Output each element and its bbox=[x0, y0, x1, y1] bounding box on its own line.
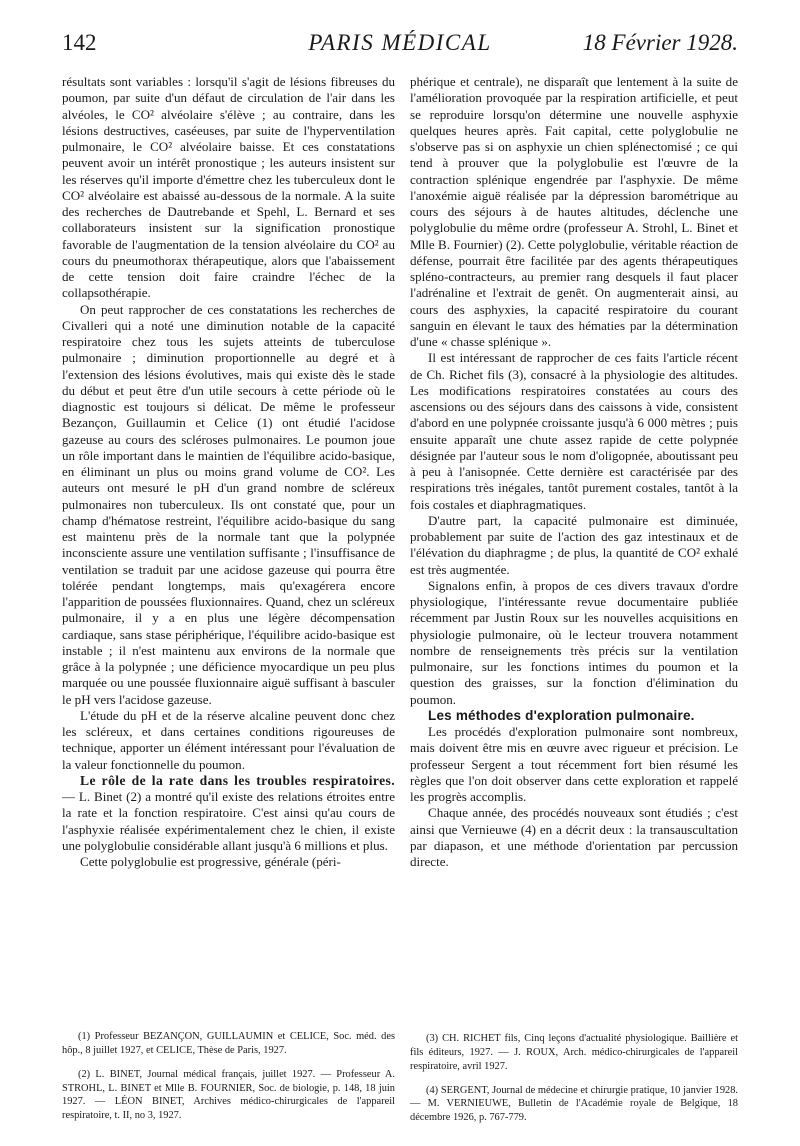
section-title: Les méthodes d'exploration pulmonaire. bbox=[428, 707, 695, 723]
paragraph: L'étude du pH et de la réserve alcaline peuvent donc chez les scléreux, et dans certaines conditions rigoureuses de technique, apporter un élément intéressant pour l'évaluation de la valeur fonctionnelle du poumon. bbox=[62, 707, 395, 772]
footnote: (1) Professeur BEZANÇON, GUILLAUMIN et CELICE, Soc. méd. des hôp., 8 juillet 1927, et CELICE, Thèse de Paris, 1927. bbox=[62, 1031, 395, 1056]
paragraph: Les procédés d'exploration pulmonaire sont nombreux, mais doivent être mis en œuvre avec rigueur et précision. Le professeur Sergent a tout récemment fort bien résumé les règles que l'on doit observer dans cette exploration et rappelé les progrès accomplis. bbox=[410, 724, 738, 804]
paragraph-body: — L. Binet (2) a montré qu'il existe des relations étroites entre la rate et la fonction respiratoire. C'est ainsi qu'au cours de l'asphyxie réalisée expérimentalement chez le chien, il existe une polyglobulie considérable allant jusqu'à 6 millions et plus. bbox=[62, 789, 395, 853]
paragraph: D'autre part, la capacité pulmonaire est diminuée, probablement par suite de l'action des gaz intestinaux et de l'élévation du diaphragme ; de plus, la quantité de CO² exhalé est très augmentée. bbox=[410, 512, 738, 577]
footnotes-left bbox=[62, 1020, 395, 1133]
footnote: (4) SERGENT, Journal de médecine et chirurgie pratique, 10 janvier 1928. — M. VERNIEUWE, Bulletin de l'Académie royale de Belgique, 18 décembre 1926, p. 767-779. bbox=[410, 1084, 738, 1123]
footnote: (3) CH. RICHET fils, Cinq leçons d'actualité physiologique. Baillière et fils éditeurs, 1927. — J. ROUX, Arch. médico-chirurgicales de l'appareil respiratoire, avril 1927. bbox=[410, 1033, 738, 1072]
page-number: 142 bbox=[62, 30, 97, 55]
footnote: (2) L. BINET, Journal médical français, juillet 1927. — Professeur A. STROHL, L. BINET et Mlle B. FOURNIER, Soc. de biologie, p. 148, 18 juin 1927. — LÉON BINET, Archives médico-chirurgicales de l'appareil respiratoire, t. II, no 3, 1927. bbox=[62, 1068, 395, 1121]
page-header bbox=[62, 30, 738, 70]
paragraph: Chaque année, des procédés nouveaux sont étudiés ; c'est ainsi que Vernieuwe (4) en a décrit deux : la transauscultation par diapason, et une méthode d'orientation par percussion directe. bbox=[410, 805, 738, 869]
right-column bbox=[410, 74, 738, 870]
subheading: Le rôle de la rate dans les troubles respiratoires. bbox=[80, 772, 395, 788]
paragraph: Signalons enfin, à propos de ces divers travaux d'ordre physiologique, l'intéressante revue documentaire publiée récemment par Justin Roux sur les nouvelles acquisitions en physiologie pulmonaire, où le lecteur trouvera notamment nombre de renseignements très précis sur la ventilation pulmonaire, sur les fonctions intimes du poumon et la question des graisses, sur la fonction d'élimination du poumon. bbox=[410, 577, 738, 707]
journal-title: PARIS MÉDICAL bbox=[308, 30, 492, 55]
left-column bbox=[62, 74, 395, 870]
footnotes-right bbox=[410, 1022, 738, 1135]
issue-date: 18 Février 1928. bbox=[582, 30, 738, 55]
paragraph bbox=[62, 773, 395, 854]
paragraph: phérique et centrale), ne disparaît que lentement à la suite de l'amélioration provoquée par la respiration artificielle, et peut se reproduire lorsqu'on détermine une nouvelle asphyxie quelques heures après. Fait capital, cette polyglobulie ne s'observe pas si on asphyxie un chien splénectomisé ; ce qui tend à prouver que la polyglobulie est l'œuvre de la contraction splénique engendrée par l'asphyxie. De même l'anoxémie aiguë réalisée par la dépression barométrique au cours des séjours à de hautes altitudes, déclenche une polyglobulie du même ordre (professeur A. Strohl, L. Binet et Mlle B. Fournier) (2). Cette polyglobulie, véritable réaction de défense, pourrait être facilitée par des agents thérapeutiques spléno-contracteurs, au premier rang desquels il faut placer l'adrénaline et l'extrait de genêt. On augmenterait ainsi, au cours des asphyxies, la capacité respiratoire du courant sanguin en élevant le taux des hématies par la détermination d'une « chasse splénique ». bbox=[410, 74, 738, 349]
paragraph: Il est intéressant de rapprocher de ces faits l'article récent de Ch. Richet fils (3), consacré à la physiologie des altitudes. Les modifications respiratoires constatées au cours des ascensions ou des séjours dans des caissons à vide, consistent d'abord en une polypnée croissante jusqu'à 6 000 mètres ; puis ensuite apparaît une chute assez rapide de cette polypnée désignée par l'auteur sous le nom d'oligopnée, aboutissant peu à peu à l'anisopnée. Cette dernière est caractérisée par des respirations très inégales, tantôt purement costales, tantôt à la fois costales et diaphragmatiques. bbox=[410, 350, 738, 512]
paragraph: Cette polyglobulie est progressive, générale (péri- bbox=[80, 854, 341, 869]
paragraph: On peut rapprocher de ces constatations les recherches de Civalleri qui a noté une diminution notable de la capacité respiratoire chez tous les sujets atteints de tuberculose pulmonaire ; diminution proportionnelle au degré et à l'extension des lésions évolutives, mais qui existe dès le stade du début et peut être d'un utile secours à cette période où le diagnostic est toujours si délicat. De même le professeur Bezançon, Guillaumin et Celice (1) ont étudié l'acidose gazeuse au cours des scléroses pulmonaires. Le poumon joue un rôle important dans le maintien de l'équilibre acido-basique, en éliminant un plus ou moins grand volume de CO². Les auteurs ont mesuré le pH d'un grand nombre de scléreux pulmonaires non tuberculeux. Ils ont constaté que, pour un champ d'hématose restreint, l'équilibre acido-basique du sang est maintenu près de la normale tant que la polypnée inconsciente assure une ventilation suffisante ; l'insuffisance de ventilation se traduit par une acidose gazeuse qui pourra être tolérée pendant longtemps, mais qu'exagérera encore l'apparition de poussées fluxionnaires. Quand, chez un scléreux pulmonaire, il y a en plus une légère décompensation cardiaque, sans stase périphérique, l'équilibre acido-basique est instable ; il n'est maintenu aux environs de la normale que grâce à la polypnée ; une déficience myocardique un peu plus marquée ou une poussée fluxionnaire aiguë suffisant à basculer le pH vers l'acidose gazeuse. bbox=[62, 301, 395, 707]
paragraph: résultats sont variables : lorsqu'il s'agit de lésions fibreuses du poumon, par suite d'un défaut de circulation de l'air dans les alvéoles, le CO² alvéolaire s'élève ; au contraire, dans les lésions destructives, caséeuses, par suite de l'hyperventilation pulmonaire, le CO² alvéolaire baisse. Et ces constatations peuvent avoir un intérêt pronostique ; les auteurs insistent sur les réserves qu'il importe d'émettre chez les tuberculeux dont le CO² alvéolaire est abaissé au-dessous de la normale. A la suite des recherches de Dautrebande et Spehl, L. Bernard et ses collaborateurs insistent sur la signification pronostique favorable de l'augmentation de la tension alvéolaire du CO² au cours du pneumothorax thérapeutique, alors que l'abaissement de cette tension doit faire craindre l'échec de la collapsothérapie. bbox=[62, 74, 395, 301]
